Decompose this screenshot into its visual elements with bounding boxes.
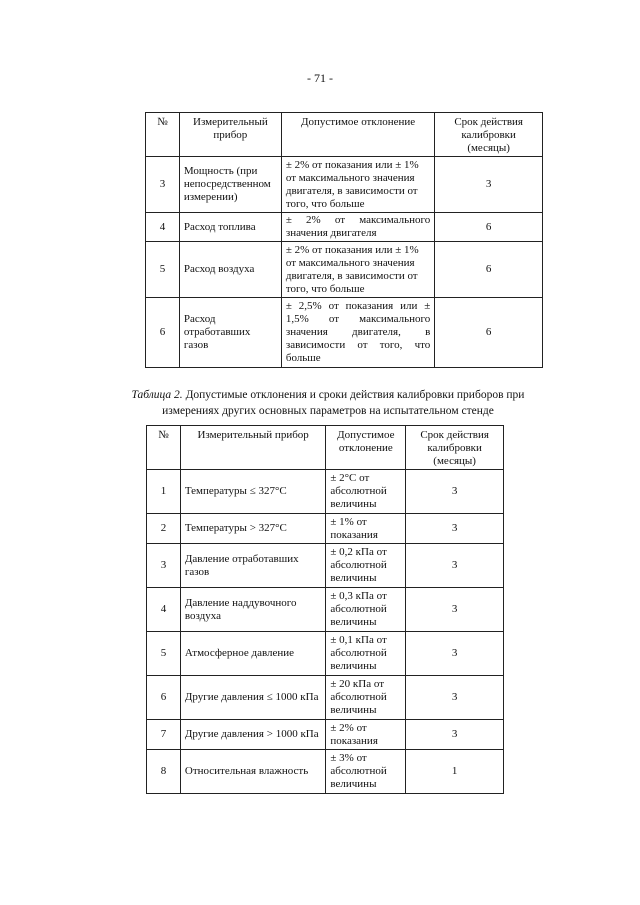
table-row	[146, 242, 543, 298]
table-row	[147, 720, 504, 750]
deviation-cell: ± 2°С от абсолютной величины	[326, 470, 406, 514]
instrument-cell: Давление наддувочного воздуха	[180, 588, 326, 632]
period-cell: 3	[435, 157, 543, 213]
instrument-cell: Расход топлива	[179, 213, 281, 242]
period-cell: 6	[435, 242, 543, 298]
period-cell: 1	[406, 750, 504, 794]
deviation-cell: ± 0,1 кПа от абсолютной величины	[326, 632, 406, 676]
deviation-cell: ± 3% от абсолютной величины	[326, 750, 406, 794]
table-row	[147, 632, 504, 676]
instrument-cell: Расход воздуха	[179, 242, 281, 298]
row-number: 7	[147, 720, 181, 750]
caption-text: Допустимые отклонения и сроки действия калибровки приборов при измерениях других основных параметров на испытательном стенде	[162, 389, 525, 417]
table-row	[147, 588, 504, 632]
table-row	[147, 470, 504, 514]
row-number: 8	[147, 750, 181, 794]
deviation-cell: ± 20 кПа от абсолютной величины	[326, 676, 406, 720]
instrument-cell: Расход отработавших газов	[179, 298, 281, 368]
page-number: - 71 -	[307, 71, 333, 85]
period-cell: 3	[406, 514, 504, 544]
table-row	[147, 676, 504, 720]
instrument-cell: Другие давления ≤ 1000 кПа	[180, 676, 326, 720]
period-cell: 6	[435, 298, 543, 368]
header-calibration-period: Срок действия калибровки (месяцы)	[406, 426, 504, 470]
table-header-row	[147, 426, 504, 470]
row-number: 3	[146, 157, 180, 213]
header-instrument: Измерительный прибор	[180, 426, 326, 470]
instrument-cell: Относительная влажность	[180, 750, 326, 794]
deviation-cell: ± 0,3 кПа от абсолютной величины	[326, 588, 406, 632]
table-row	[147, 544, 504, 588]
table-header-row	[146, 113, 543, 157]
deviation-cell: ± 2% от показания или ± 1% от максимального значения двигателя, в зависимости от того, что больше	[281, 242, 434, 298]
instrument-cell: Давление отработавших газов	[180, 544, 326, 588]
period-cell: 3	[406, 676, 504, 720]
deviation-cell: ± 0,2 кПа от абсолютной величины	[326, 544, 406, 588]
row-number: 6	[146, 298, 180, 368]
caption-label: Таблица 2.	[131, 389, 183, 401]
instrument-cell: Температуры > 327°С	[180, 514, 326, 544]
header-number: №	[147, 426, 181, 470]
table-2-caption	[118, 387, 538, 419]
period-cell: 3	[406, 632, 504, 676]
period-cell: 3	[406, 588, 504, 632]
period-cell: 3	[406, 720, 504, 750]
calibration-table-2	[146, 425, 504, 794]
instrument-cell: Атмосферное давление	[180, 632, 326, 676]
table-row	[146, 298, 543, 368]
row-number: 4	[146, 213, 180, 242]
deviation-cell: ± 1% от показания	[326, 514, 406, 544]
period-cell: 3	[406, 544, 504, 588]
deviation-cell: ± 2,5% от показания или ± 1,5% от максимального значения двигателя, в зависимости от того, что больше	[281, 298, 434, 368]
instrument-cell: Температуры ≤ 327°С	[180, 470, 326, 514]
header-calibration-period: Срок действия калибровки (месяцы)	[435, 113, 543, 157]
instrument-cell: Другие давления > 1000 кПа	[180, 720, 326, 750]
deviation-cell: ± 2% от максимального значения двигателя	[281, 213, 434, 242]
deviation-cell: ± 2% от показания	[326, 720, 406, 750]
header-instrument: Измерительный прибор	[179, 113, 281, 157]
period-cell: 6	[435, 213, 543, 242]
deviation-cell: ± 2% от показания или ± 1% от максимального значения двигателя, в зависимости от того, что больше	[281, 157, 434, 213]
instrument-cell: Мощность (при непосредственном измерении)	[179, 157, 281, 213]
header-deviation: Допустимое отклонение	[326, 426, 406, 470]
table-row	[147, 514, 504, 544]
row-number: 5	[146, 242, 180, 298]
period-cell: 3	[406, 470, 504, 514]
header-number: №	[146, 113, 180, 157]
table-row	[146, 157, 543, 213]
row-number: 1	[147, 470, 181, 514]
row-number: 6	[147, 676, 181, 720]
table-row	[147, 750, 504, 794]
table-row	[146, 213, 543, 242]
row-number: 3	[147, 544, 181, 588]
header-deviation: Допустимое отклонение	[281, 113, 434, 157]
calibration-table-1	[145, 112, 543, 368]
row-number: 5	[147, 632, 181, 676]
row-number: 4	[147, 588, 181, 632]
row-number: 2	[147, 514, 181, 544]
